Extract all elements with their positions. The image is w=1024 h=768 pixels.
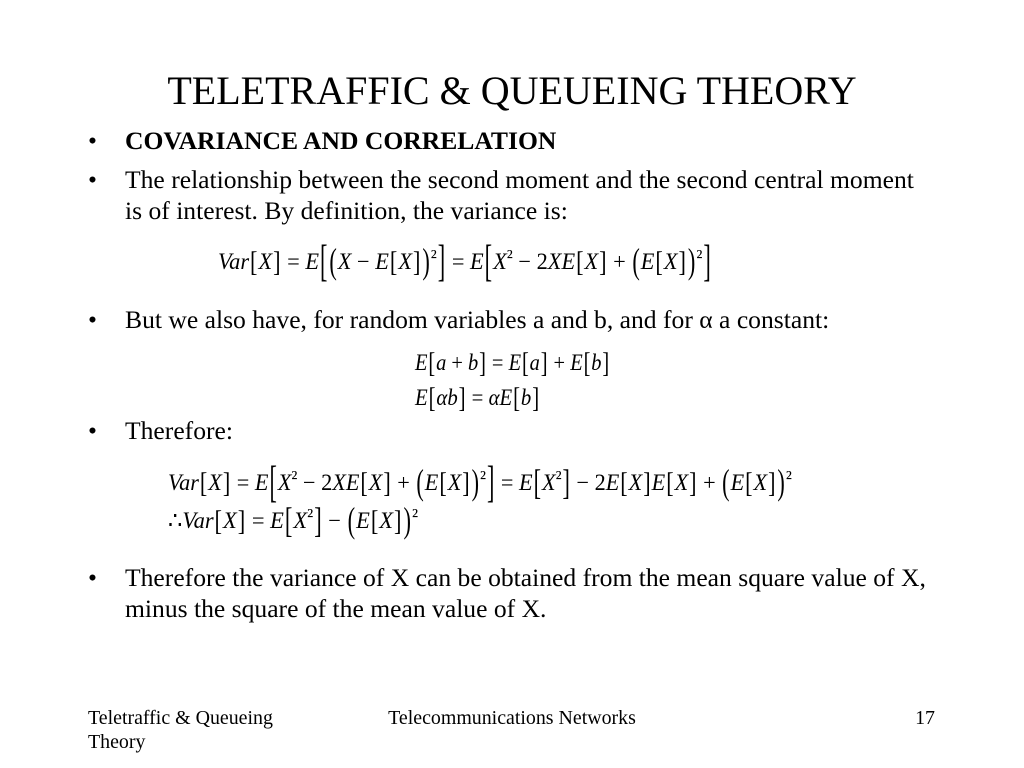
math-bracket: ]	[412, 245, 421, 277]
math-bracket: )	[422, 241, 430, 281]
math-bracket: ]	[602, 346, 610, 378]
math-bracket: ]	[768, 466, 776, 498]
math-bracket: ]	[703, 237, 711, 285]
math-variable: X	[368, 470, 383, 495]
math-symbol: ∴	[168, 508, 183, 533]
footer-subject: Teletraffic & Queueing Theory	[88, 707, 273, 753]
math-superscript: ²	[307, 506, 314, 528]
math-symbol: =	[491, 350, 504, 375]
math-variable: E	[345, 470, 360, 495]
math-variable: E	[270, 508, 284, 533]
math-bracket: ]	[462, 466, 470, 498]
math-variable: a	[229, 249, 241, 274]
math-bracket: [	[360, 466, 368, 498]
math-variable: r	[204, 508, 214, 533]
math-variable: X	[663, 249, 678, 274]
bullet-text: The relationship between the second moment and the second central moment is of interest. By definition, the variance is:	[125, 165, 914, 225]
math-bracket: [	[484, 237, 493, 285]
math-bracket: ]	[678, 245, 686, 277]
math-symbol: =	[251, 508, 265, 533]
slide-title: TELETRAFFIC & QUEUEING THEORY	[167, 68, 857, 113]
math-bracket: ]	[314, 500, 322, 540]
math-superscript: ²	[480, 468, 487, 490]
math-bracket: [	[533, 462, 542, 502]
math-variable: X	[398, 249, 413, 274]
math-bracket: [	[250, 245, 258, 277]
math-variable: E	[570, 350, 583, 375]
math-variable: a	[436, 350, 447, 375]
math-variable: X	[628, 470, 643, 495]
math-bracket: ]	[383, 466, 391, 498]
math-variable: E	[499, 385, 513, 410]
bullet-text: But we also have, for random variables a and b, and for α a constant:	[125, 305, 830, 334]
bullet-text: Therefore the variance of X can be obtained from the mean square value of X, minus the square of the mean value of X.	[125, 563, 926, 623]
math-symbol: −	[518, 249, 532, 274]
math-variable: a	[179, 470, 191, 495]
math-variable: b	[591, 350, 602, 375]
math-bracket: ]	[458, 381, 466, 413]
math-bracket: )	[687, 241, 696, 281]
math-variable: E	[519, 470, 533, 495]
math-symbol: −	[576, 470, 590, 495]
bullet-item-heading	[88, 125, 825, 156]
math-variable: E	[356, 508, 370, 533]
math-symbol: −	[328, 508, 341, 533]
math-bracket: [	[199, 466, 208, 498]
math-variable: X	[258, 249, 273, 274]
math-bracket: ]	[437, 237, 446, 285]
math-bracket: ]	[237, 504, 246, 536]
math-bracket: [	[513, 381, 521, 413]
math-symbol: =	[500, 470, 514, 495]
math-bracket: ]	[479, 346, 486, 378]
bullet-marker: •	[88, 126, 97, 155]
math-variable: a	[529, 350, 540, 375]
math-variable: r	[240, 249, 250, 274]
math-variable: X	[208, 470, 222, 495]
equation-variance-definition	[218, 237, 712, 285]
section-heading: COVARIANCE AND CORRELATION	[125, 126, 557, 155]
math-bracket: )	[471, 462, 480, 502]
math-variable: X	[547, 249, 562, 274]
math-variable: E	[424, 470, 439, 495]
math-bracket: ]	[643, 466, 651, 498]
math-superscript: ²	[555, 468, 562, 490]
math-symbol: 2	[594, 470, 606, 495]
math-symbol: +	[613, 249, 626, 274]
math-symbol: =	[451, 249, 465, 274]
math-bracket: [	[269, 458, 277, 506]
bullet-marker: •	[88, 416, 97, 445]
footer-page-number: 17	[915, 707, 935, 729]
math-superscript: ²	[430, 247, 437, 269]
math-bracket: (	[722, 462, 730, 502]
math-variable: E	[305, 249, 319, 274]
equation-variance-result	[168, 501, 418, 541]
math-bracket: [	[583, 346, 591, 378]
math-variable: V	[168, 470, 180, 495]
math-bracket: ]	[540, 346, 548, 378]
math-variable: V	[182, 508, 194, 533]
math-symbol: +	[703, 470, 716, 495]
math-variable: X	[541, 470, 556, 495]
math-bracket: [	[521, 346, 529, 378]
math-variable: E	[651, 470, 666, 495]
math-variable: b	[468, 350, 479, 375]
math-superscript: ²	[696, 247, 703, 269]
math-variable: r	[190, 470, 199, 495]
math-variable: E	[470, 249, 484, 274]
bullet-item-relationship	[88, 164, 927, 226]
math-variable: b	[447, 385, 458, 410]
math-bracket: [	[666, 466, 674, 498]
bullet-item-therefore	[88, 415, 425, 446]
math-variable: α	[488, 385, 500, 410]
math-bracket: )	[777, 462, 785, 502]
math-superscript: ²	[411, 506, 419, 528]
math-variable: X	[223, 508, 237, 533]
math-symbol: +	[451, 350, 463, 375]
math-symbol: 2	[321, 470, 333, 495]
bullet-item-conclusion	[88, 562, 960, 624]
math-bracket: [	[319, 237, 328, 285]
math-superscript: ²	[291, 468, 298, 490]
math-variable: E	[415, 350, 428, 375]
math-bracket: [	[576, 245, 584, 277]
math-symbol: =	[471, 385, 484, 410]
math-bracket: [	[428, 381, 436, 413]
math-variable: E	[730, 470, 745, 495]
bullet-marker: •	[88, 305, 97, 334]
math-bracket: ]	[394, 504, 402, 536]
math-bracket: (	[329, 241, 337, 281]
math-bracket: [	[428, 346, 436, 378]
math-superscript: ²	[506, 247, 513, 269]
math-variable: E	[561, 249, 576, 274]
math-bracket: (	[347, 500, 356, 540]
math-bracket: [	[655, 245, 663, 277]
math-bracket: ]	[532, 381, 540, 413]
bullet-marker: •	[88, 563, 97, 592]
math-variable: E	[605, 470, 620, 495]
bullet-item-random-variables	[88, 304, 925, 335]
math-bracket: ]	[273, 245, 281, 277]
math-variable: E	[640, 249, 655, 274]
math-symbol: +	[553, 350, 566, 375]
math-bracket: [	[214, 504, 223, 536]
math-variable: V	[218, 249, 230, 274]
equation-variance-expanded	[168, 458, 792, 506]
math-bracket: [	[620, 466, 628, 498]
math-variable: X	[447, 470, 462, 495]
math-variable: X	[493, 249, 507, 274]
math-symbol: +	[397, 470, 410, 495]
math-variable: E	[508, 350, 522, 375]
math-variable: X	[674, 470, 689, 495]
math-bracket: [	[745, 466, 753, 498]
math-bracket: ]	[222, 466, 231, 498]
math-bracket: (	[632, 241, 640, 281]
math-variable: E	[415, 385, 428, 410]
math-variable: X	[277, 470, 292, 495]
math-variable: X	[379, 508, 394, 533]
math-variable: X	[584, 249, 599, 274]
math-bracket: ]	[562, 462, 570, 502]
math-bracket: [	[370, 504, 379, 536]
math-symbol: −	[302, 470, 316, 495]
equation-expectation-scale	[415, 378, 540, 418]
math-variable: a	[193, 508, 205, 533]
math-symbol: =	[287, 249, 300, 274]
math-variable: b	[520, 385, 532, 410]
math-bracket: )	[403, 500, 411, 540]
math-bracket: (	[416, 462, 424, 502]
math-bracket: ]	[689, 466, 697, 498]
math-bracket: [	[284, 500, 293, 540]
math-variable: X	[337, 249, 352, 274]
footer-course-name: Telecommunications Networks	[388, 707, 636, 729]
math-variable: E	[254, 470, 269, 495]
math-symbol: −	[357, 249, 370, 274]
math-bracket: [	[439, 466, 447, 498]
math-bracket: ]	[486, 458, 495, 506]
bullet-text: Therefore:	[125, 416, 233, 445]
math-symbol: 2	[536, 249, 548, 274]
math-symbol: =	[236, 470, 250, 495]
math-variable: α	[436, 385, 448, 410]
math-variable: E	[375, 249, 389, 274]
math-bracket: ]	[599, 245, 607, 277]
bullet-marker: •	[88, 165, 97, 194]
math-variable: X	[293, 508, 308, 533]
math-variable: X	[753, 470, 768, 495]
math-superscript: ²	[785, 468, 792, 490]
math-variable: X	[332, 470, 346, 495]
math-bracket: [	[389, 245, 398, 277]
